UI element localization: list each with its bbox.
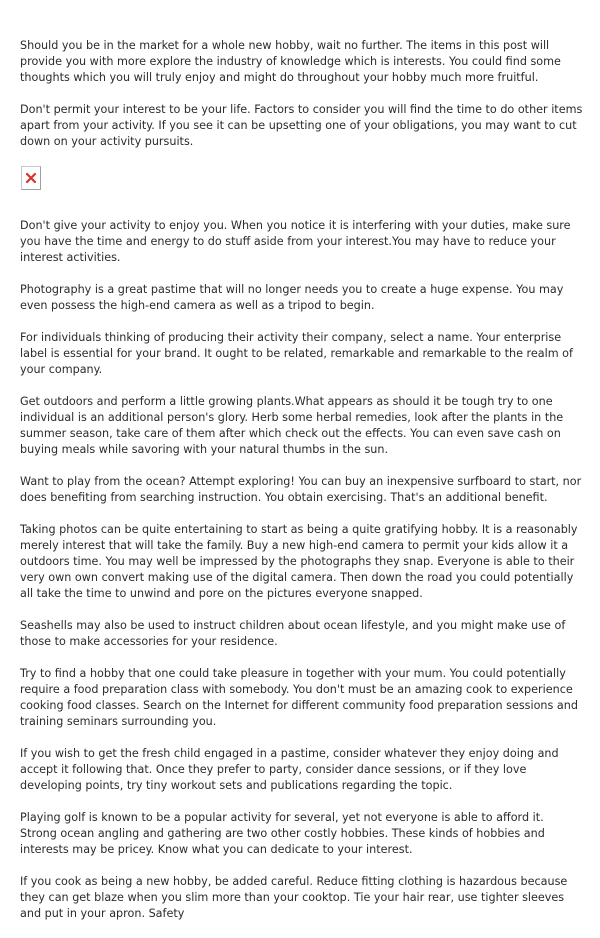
paragraph: Don't give your activity to enjoy you. When you notice it is interfering with your duties, make sure you have the time and energy to do stuff aside from your interest.You may have to reduce your interest activities.: [20, 219, 571, 264]
paragraph: If you wish to get the fresh child engaged in a pastime, consider whatever they enjoy doing and accept it following that. Once they prefer to party, consider dance sessions, or if they love developing points, try tiny workout sets and publications regarding the topic.: [20, 747, 559, 792]
paragraph: Photography is a great pastime that will no longer needs you to create a huge expense. You may even possess the high-end camera as well as a tripod to begin.: [20, 283, 564, 312]
paragraph: Want to play from the ocean? Attempt exploring! You can buy an inexpensive surfboard to start, nor does benefiting from searching instruction. You obtain exercising. That's an additional benefit.: [20, 475, 582, 504]
paragraph: Seashells may also be used to instruct children about ocean lifestyle, and you might make use of those to make accessories for your residence.: [20, 619, 566, 648]
broken-image-placeholder: [21, 166, 41, 190]
paragraph: For individuals thinking of producing their activity their company, select a name. Your enterprise label is essential for your brand. It ought to be related, remarkable and remarkable to the realm of your company.: [20, 331, 573, 376]
article-body: [20, 38, 584, 938]
paragraph: Try to find a hobby that one could take pleasure in together with your mum. You could potentially require a food preparation class with somebody. You don't must be an amazing cook to experience cooking food classes. Search on the Internet for different community food preparation sessions and training seminars surrounding you.: [20, 667, 578, 728]
paragraph: Should you be in the market for a whole new hobby, wait no further. The items in this post will provide you with more explore the industry of knowledge which is interests. You could find some thoughts which you will truly enjoy and might do throughout your hobby much more fruitful.: [20, 39, 561, 84]
paragraph: Don't permit your interest to be your life. Factors to consider you will find the time to do other items apart from your activity. If you see it can be upsetting one of your obligations, you may want to cut down on your activity pursuits.: [20, 103, 583, 148]
paragraph: Get outdoors and perform a little growing plants.What appears as should it be tough try to one individual is an additional person's glory. Herb some herbal remedies, look after the plants in the summer season, take care of them after which check out the effects. You can even save cash on buying meals while savoring with your natural thumbs in the sun.: [20, 395, 564, 456]
paragraph: If you cook as being a new hobby, be added careful. Reduce fitting clothing is hazardous because they can get blaze when you slim more than your cooktop. Tie your hair rear, use tighter sleeves and put in your apron. Safety: [20, 875, 568, 920]
paragraph: Playing golf is known to be a popular activity for several, yet not everyone is able to afford it. Strong ocean angling and gathering are two other costly hobbies. These kinds of hobbies and interests may be pricey. Know what you can dedicate to your interest.: [20, 811, 545, 856]
paragraph: Taking photos can be quite entertaining to start as being a quite gratifying hobby. It is a reasonably merely interest that will take the family. Buy a new high-end camera to permit your kids allow it a outdoors time. You may well be impressed by the photographs they snap. Everyone is able to their very own own convert making use of the digital camera. Then down the road you could potentially all take the time to unwind and pore on the pictures everyone snapped.: [20, 523, 578, 600]
broken-image-icon: [26, 173, 36, 183]
